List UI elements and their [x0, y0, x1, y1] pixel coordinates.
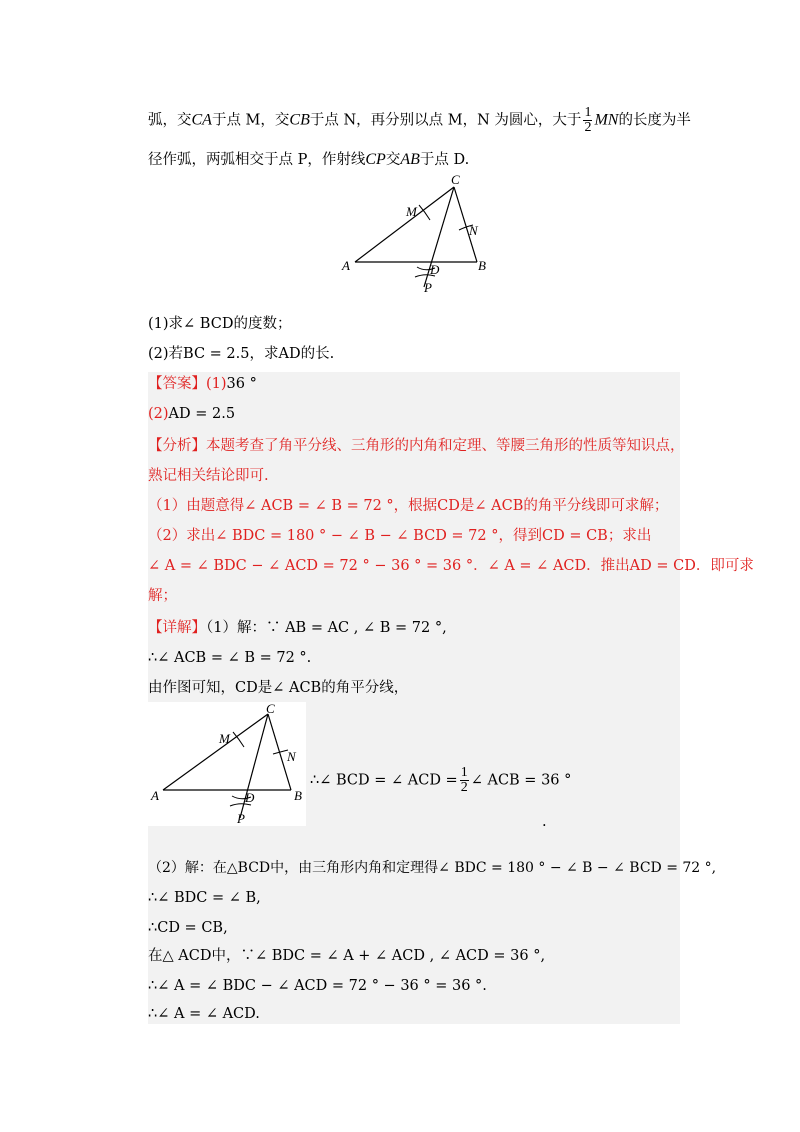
- intro-text: 弧，交: [148, 112, 192, 129]
- intro-text: 于点 M，交: [211, 112, 290, 129]
- segment-ca: CA: [191, 111, 212, 129]
- fraction-numerator: 1: [460, 765, 468, 780]
- detail-text-1: （1）解：∵ AB = AC , ∠ B = 72 °,: [206, 620, 447, 636]
- detail-line-3: 由作图可知，CD是∠ ACB的角平分线，: [148, 680, 409, 696]
- label-d: D: [430, 262, 440, 277]
- fraction-numerator: 1: [584, 105, 592, 120]
- detail-line-10: ∴∠ A = ∠ ACD.: [148, 1006, 260, 1022]
- detail-tag: 【详解】: [148, 620, 206, 636]
- label-c: C: [266, 702, 275, 716]
- analysis-line-2: 熟记相关结论即可.: [148, 468, 269, 484]
- analysis-text-1: 本题考查了角平分线、三角形的内角和定理、等腰三角形的性质等知识点，: [206, 438, 685, 454]
- detail-line-4: [310, 766, 571, 795]
- segment-ab: AB: [400, 151, 420, 168]
- triangle-figure: [335, 172, 505, 298]
- label-p: P: [424, 280, 432, 295]
- answer-2-value: AD = 2.5: [168, 406, 236, 422]
- triangle-figure-2: [148, 702, 306, 826]
- label-n: N: [287, 749, 296, 764]
- segment-mn: MN: [594, 111, 619, 129]
- analysis-step-2: （2）求出∠ BDC = 180 ° − ∠ B − ∠ BCD = 72 °，得到CD = CB；求出: [148, 528, 652, 544]
- arc-m: [233, 732, 244, 747]
- analysis-step-3: ∠ A = ∠ BDC − ∠ ACD = 72 ° − 36 ° = 36 °．∠ A = ∠ ACD．推出AD = CD．即可求: [148, 558, 754, 574]
- answer-line-2: [148, 404, 235, 424]
- detail-text-4b: ∠ ACB = 36 °: [470, 772, 572, 789]
- analysis-line-1: [148, 436, 685, 456]
- intro-line-2: [148, 150, 469, 170]
- label-b: B: [294, 788, 302, 803]
- detail-line-2: ∴∠ ACB = ∠ B = 72 °.: [148, 650, 312, 666]
- answer-tag: 【答案】: [148, 376, 206, 392]
- intro-text: 交: [385, 152, 401, 168]
- label-a: A: [151, 788, 159, 803]
- detail-line-5: （2）解：在△BCD中，由三角形内角和定理得∠ BDC = 180 ° − ∠ B − ∠ BCD = 72 °,: [148, 860, 717, 876]
- detail-line-7: ∴CD = CB,: [148, 920, 228, 936]
- label-p: P: [237, 811, 245, 826]
- label-c: C: [451, 172, 460, 187]
- analysis-step-4: 解；: [148, 588, 177, 604]
- label-m: M: [406, 204, 417, 219]
- detail-line-6: ∴∠ BDC = ∠ B,: [148, 890, 261, 906]
- question-1: (1)求∠ BCD的度数；: [148, 316, 292, 332]
- label-m: M: [219, 731, 230, 746]
- label-a: A: [342, 258, 350, 273]
- analysis-step-1: （1）由题意得∠ ACB = ∠ B = 72 °，根据CD是∠ ACB的角平分线即可求解；: [148, 498, 669, 514]
- label-b: B: [478, 258, 486, 273]
- answer-line-1: [148, 374, 257, 394]
- ray-cp: CP: [365, 151, 386, 168]
- intro-text: 于点 D.: [419, 152, 470, 168]
- intro-line-1: [148, 106, 691, 135]
- answer-1-value: 36 °: [226, 376, 257, 392]
- intro-text: 于点 N，再分别以点 M，N 为圆心，大于: [309, 112, 582, 129]
- answer-2-number: (2): [148, 406, 169, 422]
- fraction-one-half: [583, 106, 592, 135]
- detail-line-8: 在△ ACD中，∵∠ BDC = ∠ A + ∠ ACD , ∠ ACD = 36 °,: [148, 948, 546, 964]
- label-d: D: [245, 790, 255, 805]
- figure-2-box: [148, 702, 306, 826]
- intro-text: 的长度为半: [618, 112, 691, 129]
- detail-line-1: [148, 618, 447, 638]
- side-ac: [163, 714, 268, 790]
- analysis-tag: 【分析】: [148, 438, 206, 454]
- detail-line-9: ∴∠ A = ∠ BDC − ∠ ACD = 72 ° − 36 ° = 36 °.: [148, 978, 487, 994]
- label-n: N: [469, 223, 478, 238]
- question-2: (2)若BC = 2.5，求AD的长.: [148, 346, 335, 362]
- detail-text-4a: ∴∠ BCD = ∠ ACD =: [310, 772, 458, 789]
- fraction-denominator: 2: [460, 780, 468, 795]
- segment-cb: CB: [289, 111, 310, 129]
- intro-text: 径作弧，两弧相交于点 P，作射线: [148, 152, 366, 168]
- answer-1-number: (1): [206, 376, 227, 392]
- detail-line-4-dot: .: [542, 814, 547, 830]
- side-ac: [355, 187, 454, 262]
- fraction-one-half: [460, 766, 469, 795]
- fraction-denominator: 2: [584, 120, 592, 135]
